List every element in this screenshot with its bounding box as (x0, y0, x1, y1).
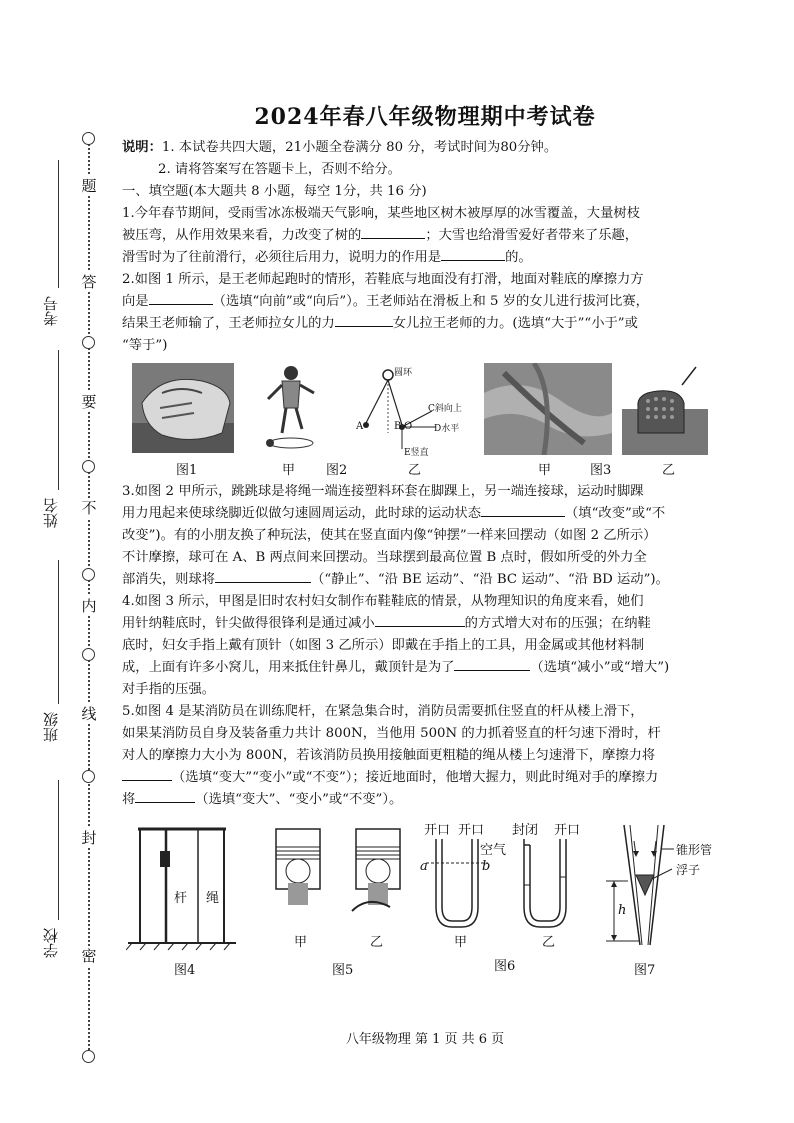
question-text: 改变”)。有的小朋友换了种玩法，使其在竖直面内像“钟摆”一样来回摆动（如图 2 乙所示） (122, 528, 657, 543)
section-heading: 一、填空题(本大题共 8 小题，每空 1分，共 16 分) (122, 184, 427, 199)
diagram-label: a (420, 859, 428, 874)
figure-caption: 图7 (634, 963, 656, 978)
question-text (122, 503, 728, 525)
question-text (122, 569, 728, 591)
seal-char: 答 (78, 272, 100, 292)
answer-blank[interactable] (441, 247, 505, 261)
exam-number-field[interactable] (58, 160, 59, 288)
seal-char: 不 (78, 498, 100, 518)
question-text: 2.如图 1 所示，是王老师起跑时的情形，若鞋底与地面没有打滑，地面对鞋底的摩擦力方 (122, 272, 644, 287)
text: 将 (122, 792, 136, 807)
figure-caption: 乙 (370, 935, 384, 950)
figure-caption: 乙 (408, 463, 422, 478)
page-title: 2024年春八年级物理期中考试卷 (254, 104, 596, 130)
fig5-water-cup-diagram (272, 825, 412, 925)
answer-blank[interactable] (122, 767, 172, 781)
text: （填“改变”或“不 (565, 506, 666, 521)
figure-caption: 图5 (332, 963, 354, 978)
seal-char: 题 (78, 176, 100, 196)
text: 被压弯，从作用效果来看，力改变了树的 (122, 228, 362, 243)
school-field[interactable] (58, 780, 59, 920)
diagram-label: 封闭 (512, 823, 539, 838)
text: 成，上面有许多小窝儿，用来抵住针鼻儿，戴顶针是为了 (122, 660, 455, 675)
diagram-label: 开口 (554, 823, 581, 838)
diagram-label: 开口 (424, 823, 451, 838)
seal-circle (82, 568, 95, 581)
figure-caption: 图3 (590, 463, 612, 478)
text: （选填“减小”或“增大”) (530, 660, 670, 675)
answer-blank[interactable] (361, 225, 425, 239)
figure-caption: 乙 (662, 463, 676, 478)
instructions-label: 说明： (122, 140, 162, 155)
diagram-label: O (404, 421, 413, 432)
text: （“静止”、“沿 BE 运动”、“沿 BC 运动”、“沿 BD 运动”)。 (311, 572, 669, 587)
answer-blank[interactable] (215, 569, 311, 583)
diagram-label: C斜向上 (428, 404, 462, 414)
question-text: 3.如图 2 甲所示，跳跳球是将绳一端连接塑料环套在脚踝上，另一端连接球，运动时脚踝 (122, 484, 644, 499)
text: （选填“变大”“变小”或“不变”）；接近地面时，他增大握力，则此时绳对手的摩擦力 (172, 770, 659, 785)
answer-blank[interactable] (481, 503, 565, 517)
figure-row-1 (122, 363, 728, 477)
question-text (122, 225, 728, 247)
question-text (122, 247, 728, 269)
name-field[interactable] (58, 350, 59, 490)
fig3-jia-sewing-photo (484, 363, 612, 455)
seal-char: 线 (78, 704, 100, 724)
diagram-label: B (394, 421, 402, 432)
diagram-label: h (618, 903, 627, 918)
figure-row-2 (122, 819, 728, 979)
figure-caption: 图1 (176, 463, 198, 478)
seal-char: 封 (78, 828, 100, 848)
diagram-label: D水平 (434, 424, 460, 434)
question-text: 4.如图 3 所示，甲图是旧时农村妇女制作布鞋鞋底的情景，从物理知识的角度来看，她们 (122, 594, 644, 609)
question-text: 1.今年春节期间，受雨雪冰冻极端天气影响，某些地区树木被厚厚的冰雪覆盖，大量树枝 (122, 206, 640, 221)
figure-caption: 甲 (294, 935, 308, 950)
page-footer: 八年级物理 第 1 页 共 6 页 (345, 1032, 505, 1047)
seal-circle (82, 460, 95, 473)
diagram-label: 杆 (174, 891, 188, 906)
text: 部消失，则球将 (122, 572, 216, 587)
question-text (122, 789, 728, 811)
text: 向是 (122, 294, 149, 309)
diagram-label: E竖直 (404, 448, 429, 458)
name-label: 姓名 (42, 498, 60, 528)
figure-caption: 乙 (542, 935, 556, 950)
question-text: “等于”) (122, 338, 168, 353)
text: （选填“变大”、“变小”或“不变”）。 (195, 792, 403, 807)
figure-caption: 图6 (494, 959, 516, 974)
figure-caption: 甲 (454, 935, 468, 950)
answer-blank[interactable] (375, 613, 465, 627)
seal-char: 内 (78, 596, 100, 616)
exam-number-label: 考号 (42, 296, 60, 326)
question-text: 5.如图 4 是某消防员在训练爬杆，在紧急集合时，消防员需要抓住竖直的杆从楼上滑下， (122, 704, 644, 719)
answer-blank[interactable] (454, 657, 530, 671)
binding-margin (0, 0, 118, 1123)
question-text: 如果某消防员自身及装备重力共计 800N，当他用 500N 的力抓着竖直的杆匀速下滑时，杆 (122, 726, 661, 741)
question-text: 不计摩擦，球可在 A、B 两点间来回摆动。当球摆到最高位置 B 点时，假如所受的外力全 (122, 550, 647, 565)
diagram-label: 绳 (206, 891, 220, 906)
fig3-yi-thimble-photo (618, 363, 712, 455)
exam-page (122, 100, 728, 1047)
seal-circle (82, 770, 95, 783)
question-text (122, 613, 728, 635)
seal-circle (82, 132, 95, 145)
answer-blank[interactable] (149, 291, 213, 305)
text: 女儿拉王老师的力。(选填“大于”“小于”或 (392, 316, 638, 331)
diagram-label: 浮子 (676, 863, 701, 877)
question-text: 对手指的压强。 (122, 682, 216, 697)
diagram-label: 空气 (480, 843, 507, 858)
text: ；大雪也给滑雪爱好者带来了乐趣， (425, 228, 639, 243)
answer-blank[interactable] (335, 313, 393, 327)
text: 的方式增大对布的压强；在纳鞋 (464, 616, 651, 631)
class-field[interactable] (58, 560, 59, 704)
text: 结果王老师输了，王老师拉女儿的力 (122, 316, 335, 331)
class-label: 班级 (42, 712, 60, 742)
text: 的。 (505, 250, 532, 265)
diagram-label: 锥形管 (676, 843, 713, 857)
seal-circle (82, 336, 95, 349)
seal-circle (82, 1050, 95, 1063)
question-text: 底时，妇女手指上戴有顶针（如图 3 乙所示）即戴在手指上的工具，用金属或其他材料制 (122, 638, 645, 653)
instruction-text: 2. 请将答案写在答题卡上，否则不给分。 (158, 162, 401, 177)
school-label: 学校 (42, 928, 60, 958)
fig6-u-tube-diagram (422, 837, 592, 933)
diagram-label: 圆环 (394, 368, 413, 378)
figure-caption: 图2 (326, 463, 348, 478)
figure-caption: 图4 (174, 963, 196, 978)
question-text (122, 657, 728, 679)
diagram-label: A (356, 421, 364, 432)
instructions-line (122, 137, 728, 159)
fig2-jia-child-icon (258, 363, 324, 453)
diagram-label: b (482, 859, 491, 874)
answer-blank[interactable] (135, 789, 195, 803)
question-text (122, 291, 728, 313)
seal-char: 密 (78, 946, 100, 966)
seal-char: 要 (78, 392, 100, 412)
text: 用力甩起来使球绕脚近似做匀速圆周运动，此时球的运动状态 (122, 506, 482, 521)
text: （选填“向前”或“向后”）。王老师站在滑板上和 5 岁的女儿进行拔河比赛， (212, 294, 649, 309)
question-text (122, 313, 728, 335)
diagram-label: 开口 (458, 823, 485, 838)
fig1-shoe-photo (132, 363, 234, 453)
figure-caption: 甲 (538, 463, 552, 478)
instruction-text: 1. 本试卷共四大题，21小题全卷满分 80 分，考试时间为80分钟。 (161, 140, 558, 155)
question-text (122, 767, 728, 789)
text: 用针纳鞋底时，针尖做得很锋利是通过减小 (122, 616, 375, 631)
text: 滑雪时为了往前滑行，必须往后用力，说明力的作用是 (122, 250, 442, 265)
seal-circle (82, 648, 95, 661)
figure-caption: 甲 (282, 463, 296, 478)
question-text: 对人的摩擦力大小为 800N，若该消防员换用接触面更粗糙的绳从楼上匀速滑下，摩擦力将 (122, 748, 656, 763)
